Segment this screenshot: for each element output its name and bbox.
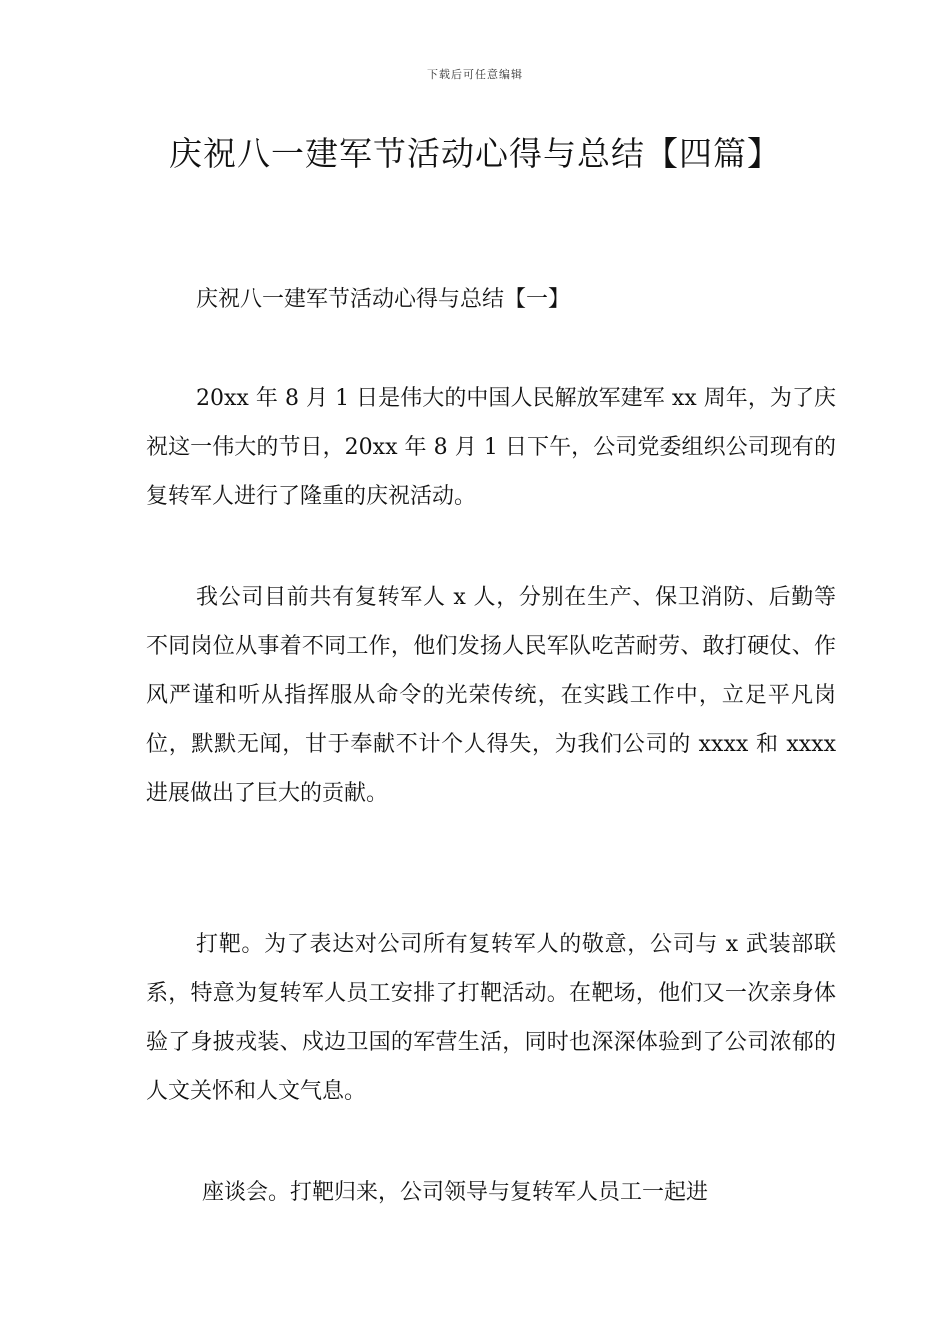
paragraph-2: 我公司目前共有复转军人 x 人，分别在生产、保卫消防、后勤等不同岗位从事着不同工作，他们发扬人民军队吃苦耐劳、敢打硬仗、作风严谨和听从指挥服从命令的光荣传统，在实践工作中，立足平凡岗位，默默无闻，甘于奉献不计个人得失，为我们公司的 xxxx 和 xxxx 进展做出了巨大的贡献。 <box>146 585 836 806</box>
header-note: 下载后可任意编辑 <box>427 68 523 81</box>
document-title: 庆祝八一建军节活动心得与总结【四篇】 <box>169 134 781 173</box>
section-heading: 庆祝八一建军节活动心得与总结【一】 <box>196 287 571 312</box>
paragraph-3: 打靶。为了表达对公司所有复转军人的敬意，公司与 x 武装部联系，特意为复转军人员工安排了打靶活动。在靶场，他们又一次亲身体验了身披戎装、戍边卫国的军营生活，同时也深深体验到了公司浓郁的人文关怀和人文气息。 <box>146 932 836 1104</box>
paragraph-1: 20xx 年 8 月 1 日是伟大的中国人民解放军建军 xx 周年，为了庆祝这一伟大的节日，20xx 年 8 月 1 日下午，公司党委组织公司现有的复转军人进行了隆重的庆祝活动。 <box>146 386 836 509</box>
paragraph-4: 座谈会。打靶归来，公司领导与复转军人员工一起进 <box>202 1180 709 1205</box>
